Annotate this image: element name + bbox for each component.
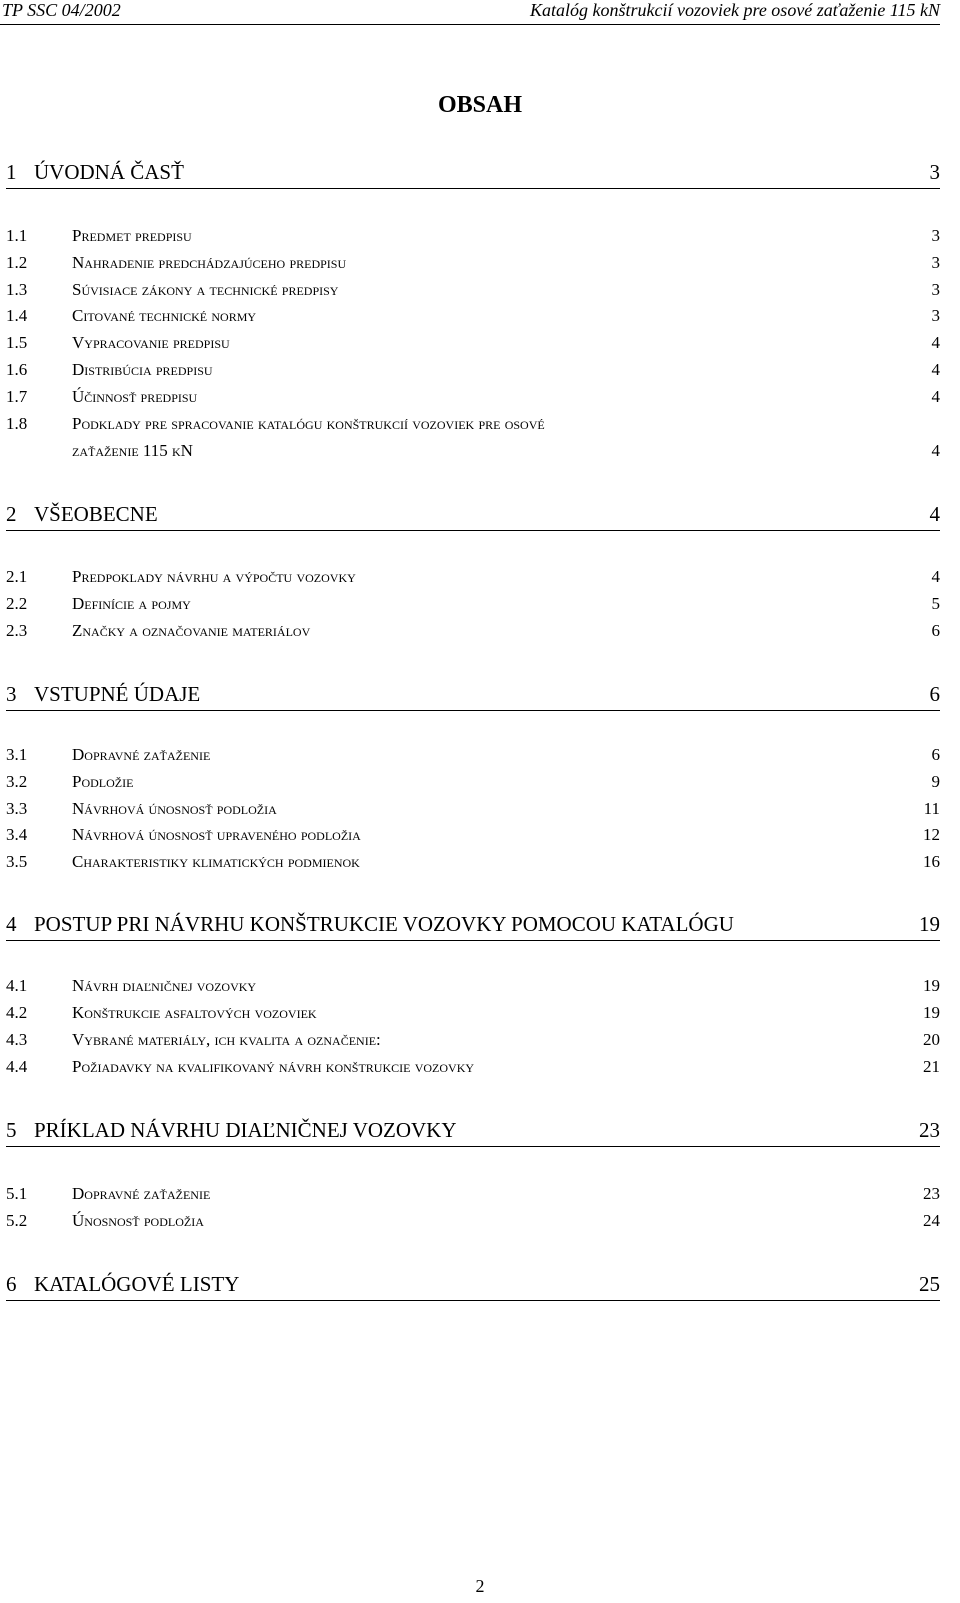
toc-page: 6 <box>929 682 940 706</box>
toc-label: Charakteristiky klimatických podmienok <box>72 852 360 871</box>
toc-number: 1.2 <box>6 253 28 272</box>
toc-number: 3.2 <box>6 772 28 791</box>
toc-section-1-2[interactable] <box>6 253 940 279</box>
toc-label: VSTUPNÉ ÚDAJE <box>34 682 201 706</box>
toc-number: 3.4 <box>6 825 28 844</box>
toc-number: 3 <box>6 682 17 706</box>
toc-section-1-3[interactable] <box>6 280 940 306</box>
toc-number: 5.1 <box>6 1184 28 1203</box>
toc-number: 4.4 <box>6 1057 28 1076</box>
toc-section-4-2[interactable] <box>6 1003 940 1029</box>
toc-label: Vybrané materiály, ich kvalita a označenie: <box>72 1030 381 1049</box>
toc-label: Predpoklady návrhu a výpočtu vozovky <box>72 567 356 586</box>
toc-section-1-4[interactable] <box>6 306 940 332</box>
toc-section-5-2[interactable] <box>6 1211 940 1237</box>
toc-number: 5 <box>6 1118 17 1142</box>
toc-chapter-4[interactable] <box>6 912 940 941</box>
toc-number: 1.6 <box>6 360 28 379</box>
toc-page: 4 <box>931 387 940 406</box>
toc-section-3-5[interactable] <box>6 852 940 878</box>
toc-page: 23 <box>919 1118 940 1142</box>
toc-chapter-2[interactable] <box>6 502 940 531</box>
toc-number: 3.1 <box>6 745 28 764</box>
toc-number: 4.1 <box>6 976 28 995</box>
toc-page: 21 <box>923 1057 940 1076</box>
toc-section-3-3[interactable] <box>6 799 940 825</box>
toc-number: 1 <box>6 160 17 184</box>
toc-section-1-8-continued[interactable] <box>6 441 940 467</box>
header-document-title: Katalóg konštrukcií vozoviek pre osové zaťaženie 115 kN <box>530 0 940 20</box>
toc-label: Návrhová únosnosť upraveného podložia <box>72 825 361 844</box>
toc-page: 19 <box>923 976 940 995</box>
toc-label: POSTUP PRI NÁVRHU KONŠTRUKCIE VOZOVKY POMOCOU KATALÓGU <box>34 912 734 936</box>
toc-section-4-4[interactable] <box>6 1057 940 1083</box>
toc-number: 5.2 <box>6 1211 28 1230</box>
toc-page: 3 <box>931 306 940 325</box>
toc-page: 4 <box>931 567 940 586</box>
toc-label: Konštrukcie asfaltových vozoviek <box>72 1003 317 1022</box>
toc-chapter-1[interactable] <box>6 160 940 189</box>
toc-number: 2 <box>6 502 17 526</box>
toc-page: 4 <box>931 360 940 379</box>
toc-label: Návrhová únosnosť podložia <box>72 799 277 818</box>
toc-section-3-4[interactable] <box>6 825 940 851</box>
toc-section-1-8[interactable] <box>6 414 940 440</box>
toc-chapter-5[interactable] <box>6 1118 940 1147</box>
page-number: 2 <box>475 1576 485 1596</box>
toc-number: 6 <box>6 1272 17 1296</box>
toc-page: 9 <box>931 772 940 791</box>
toc-page: 12 <box>923 825 940 844</box>
toc-label: Účinnosť predpisu <box>72 387 198 406</box>
toc-page: 16 <box>923 852 940 871</box>
toc-number: 4.2 <box>6 1003 28 1022</box>
toc-label: Predmet predpisu <box>72 226 192 245</box>
toc-label: Únosnosť podložia <box>72 1211 204 1230</box>
toc-label: Definície a pojmy <box>72 594 191 613</box>
toc-number: 4.3 <box>6 1030 28 1049</box>
toc-number: 3.5 <box>6 852 28 871</box>
toc-page: 4 <box>931 333 940 352</box>
toc-number: 1.8 <box>6 414 28 433</box>
toc-section-1-1[interactable] <box>6 226 940 252</box>
toc-section-3-1[interactable] <box>6 745 940 771</box>
toc-label: Podložie <box>72 772 134 791</box>
toc-page: 3 <box>931 226 940 245</box>
toc-number: 1.3 <box>6 280 28 299</box>
toc-label: Citované technické normy <box>72 306 257 325</box>
toc-section-2-2[interactable] <box>6 594 940 620</box>
toc-page: 6 <box>931 745 940 764</box>
toc-label: KATALÓGOVÉ LISTY <box>34 1272 240 1296</box>
toc-label: Návrh diaľničnej vozovky <box>72 976 257 995</box>
toc-number: 3.3 <box>6 799 28 818</box>
toc-section-5-1[interactable] <box>6 1184 940 1210</box>
toc-number: 1.7 <box>6 387 28 406</box>
toc-section-2-1[interactable] <box>6 567 940 593</box>
toc-page: 11 <box>923 799 940 818</box>
toc-page: 20 <box>923 1030 940 1049</box>
toc-number: 1.5 <box>6 333 28 352</box>
toc-page: 4 <box>931 441 940 460</box>
toc-chapter-3[interactable] <box>6 682 940 711</box>
toc-label: VŠEOBECNE <box>34 502 158 526</box>
toc-page: 4 <box>929 502 940 526</box>
toc-number: 2.2 <box>6 594 28 613</box>
page-header <box>0 0 940 25</box>
header-document-code: TP SSC 04/2002 <box>2 0 121 20</box>
toc-page: 19 <box>919 912 940 936</box>
toc-section-1-7[interactable] <box>6 387 940 413</box>
toc-page: 6 <box>931 621 940 640</box>
toc-section-1-6[interactable] <box>6 360 940 386</box>
toc-label-continued: zaťaženie 115 kN <box>72 441 193 460</box>
toc-page: 3 <box>931 253 940 272</box>
toc-page: 25 <box>919 1272 940 1296</box>
toc-page: 3 <box>929 160 940 184</box>
toc-chapter-6[interactable] <box>6 1272 940 1301</box>
toc-section-4-1[interactable] <box>6 976 940 1002</box>
toc-label: Dopravné zaťaženie <box>72 745 211 764</box>
toc-page: 24 <box>923 1211 940 1230</box>
toc-page: 23 <box>923 1184 940 1203</box>
toc-section-3-2[interactable] <box>6 772 940 798</box>
toc-label: Dopravné zaťaženie <box>72 1184 211 1203</box>
toc-number: 1.4 <box>6 306 28 325</box>
toc-label: Nahradenie predchádzajúceho predpisu <box>72 253 347 272</box>
toc-label: Značky a označovanie materiálov <box>72 621 311 640</box>
toc-page: 5 <box>931 594 940 613</box>
toc-number: 4 <box>6 912 17 936</box>
toc-label: Podklady pre spracovanie katalógu konštrukcií vozoviek pre osové <box>72 414 545 433</box>
toc-section-1-5[interactable] <box>6 333 940 359</box>
page-title: OBSAH <box>437 92 523 118</box>
toc-label: Vypracovanie predpisu <box>72 333 230 352</box>
toc-label: PRÍKLAD NÁVRHU DIAĽNIČNEJ VOZOVKY <box>34 1118 457 1142</box>
toc-number: 2.1 <box>6 567 28 586</box>
toc-page: 3 <box>931 280 940 299</box>
toc-label: Požiadavky na kvalifikovaný návrh konštrukcie vozovky <box>72 1057 475 1076</box>
toc-number: 1.1 <box>6 226 28 245</box>
toc-label: Súvisiace zákony a technické predpisy <box>72 280 339 299</box>
toc-page: 19 <box>923 1003 940 1022</box>
toc-section-4-3[interactable] <box>6 1030 940 1056</box>
toc-label: Distribúcia predpisu <box>72 360 213 379</box>
toc-section-2-3[interactable] <box>6 621 940 647</box>
toc-label: ÚVODNÁ ČASŤ <box>34 160 184 184</box>
toc-number: 2.3 <box>6 621 28 640</box>
